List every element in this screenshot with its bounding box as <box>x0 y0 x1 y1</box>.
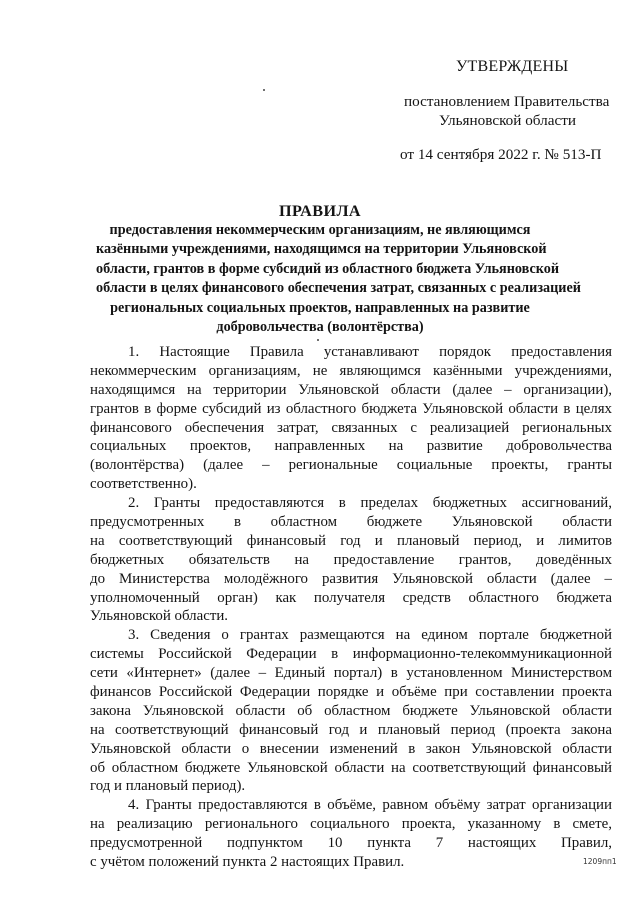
paragraph-line: на соответствующий финансовый год и плановый период (проекта закона <box>90 721 612 738</box>
title-line: области, грантов в форме субсидий из областного бюджета Ульяновской <box>96 260 560 277</box>
paragraph-line: грантов в форме субсидий из областного бюджета Ульяновской области в целях <box>90 400 612 417</box>
paragraph-line: об областном бюджете Ульяновской области на соответствующий финансовый <box>90 759 612 776</box>
approval-line-1: постановлением Правительства <box>404 93 610 110</box>
scan-speck <box>317 339 319 341</box>
paragraph-2 <box>90 494 612 626</box>
paragraph-line: до Министерства молодёжного развития Ульяновской области (далее – <box>90 570 612 587</box>
title-line: области в целях финансового обеспечения затрат, связанных с реализацией <box>96 280 581 297</box>
paragraph-line: находящимся на территории Ульяновской области (далее – организации), <box>90 381 612 398</box>
paragraph-line: Ульяновской области. <box>90 608 229 625</box>
approval-line-2: Ульяновской области <box>439 112 576 129</box>
paragraph-3 <box>90 626 612 796</box>
approval-date: от 14 сентября 2022 г. № 513-П <box>400 146 602 163</box>
paragraph-line: год и плановый период). <box>90 778 246 795</box>
paragraph-line: финансового обеспечения затрат, связанных с реализацией региональных <box>90 419 612 436</box>
paragraph-line: с учётом положений пункта 2 настоящих Правил. <box>90 854 405 871</box>
title-line: предоставления некоммерческим организациям, не являющимся <box>109 222 531 238</box>
paragraph-line: на соответствующий финансовый год и плановый период, и лимитов <box>90 532 612 549</box>
paragraph-line: предусмотренной подпунктом 10 пункта 7 настоящих Правил, <box>90 835 612 852</box>
paragraph-line: на реализацию регионального социального проекта, указанному в смете, <box>90 816 612 833</box>
title-line: региональных социальных проектов, направленных на развитие <box>110 299 530 316</box>
paragraph-line: 3. Сведения о грантах размещаются на едином портале бюджетной <box>128 627 612 644</box>
paragraph-line: Ульяновской области о внесении изменений в закон Ульяновской области <box>90 740 612 757</box>
scan-speck <box>263 89 265 91</box>
paragraph-line: (волонтёрства) (далее – региональные социальные проекты, гранты <box>90 457 612 474</box>
title-main: ПРАВИЛА <box>278 202 362 220</box>
title-line: добровольчества (волонтёрства) <box>216 319 424 336</box>
paragraph-line: соответственно). <box>90 476 197 493</box>
paragraph-4 <box>90 796 612 872</box>
paragraph-line: уполномоченный орган) как получателя средств областного бюджета <box>90 589 612 606</box>
paragraph-line: 1. Настоящие Правила устанавливают порядок предоставления <box>128 344 612 360</box>
title-line: казёнными учреждениями, находящимся на территории Ульяновской <box>96 241 547 258</box>
paragraph-line: сети «Интернет» (далее – Единый портал) в установленном Министерством <box>90 665 612 682</box>
paragraph-1 <box>90 343 612 494</box>
paragraph-line: 4. Гранты предоставляются в объёме, равном объёму затрат организации <box>128 797 612 814</box>
paragraph-line: предусмотренных в областном бюджете Ульяновской области <box>90 514 612 531</box>
paragraph-line: системы Российской Федерации в информационно-телекоммуникационной <box>90 646 612 663</box>
paragraph-line: 2. Гранты предоставляются в пределах бюджетных ассигнований, <box>128 495 612 512</box>
paragraph-line: социальных проектов, направленных на развитие добровольчества <box>90 438 612 455</box>
footer-code: 1209пп1 <box>583 857 617 866</box>
approval-heading: УТВЕРЖДЕНЫ <box>456 58 569 75</box>
paragraph-line: финансов Российской Федерации порядке и объёме при составлении проекта <box>90 684 612 701</box>
paragraph-line: закона Ульяновской области об областном бюджете Ульяновской области <box>90 702 612 719</box>
document-body <box>90 343 612 872</box>
paragraph-line: некоммерческим организациям, не являющимся казёнными учреждениями, <box>90 362 612 379</box>
document-title <box>96 201 581 337</box>
paragraph-line: бюджетных обязательств на предоставление грантов, доведённых <box>90 551 612 568</box>
